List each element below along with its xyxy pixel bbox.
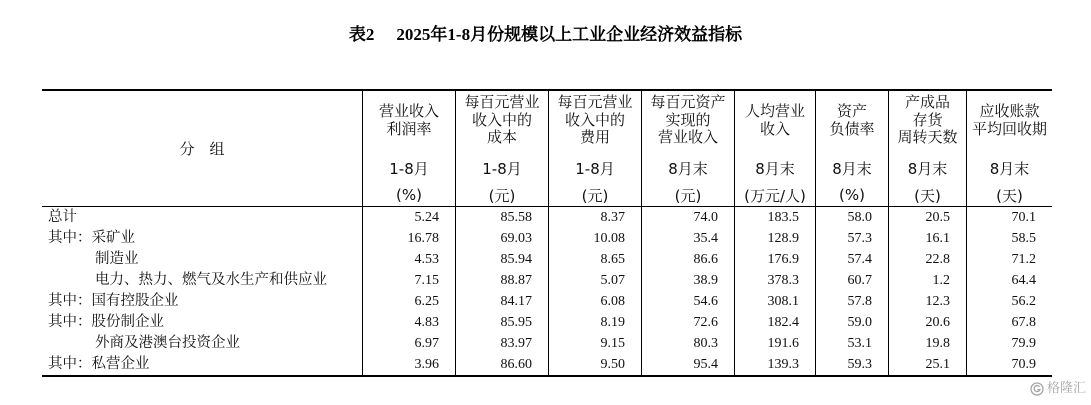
unit-finished-goods-turnover-days: (天) (888, 184, 966, 207)
value-cost-per-100-revenue: 69.03 (455, 228, 548, 249)
value-asset-liability-ratio: 53.1 (815, 333, 888, 354)
value-expense-per-100-revenue: 10.08 (548, 228, 641, 249)
header-line: 资产 (836, 102, 867, 120)
value-revenue-per-capita: 183.5 (734, 207, 815, 228)
unit-revenue-per-100-assets: (元) (641, 184, 734, 207)
value-receivables-collection-period: 56.2 (966, 291, 1052, 312)
table-title-text: 2025年1-8月份规模以上工业企业经济效益指标 (396, 25, 743, 44)
column-header-finished-goods-turnover-days (888, 91, 966, 152)
group-column-header: 分 组 (42, 91, 362, 207)
header-line: 实现的 (665, 110, 711, 129)
value-profit-margin: 3.96 (362, 354, 455, 375)
value-profit-margin: 5.24 (362, 207, 455, 228)
value-receivables-collection-period: 70.9 (966, 354, 1052, 375)
value-asset-liability-ratio: 58.0 (815, 207, 888, 228)
value-asset-liability-ratio: 57.4 (815, 249, 888, 270)
unit-revenue-per-capita: (万元/人) (734, 184, 815, 207)
column-header-receivables-collection-period (966, 91, 1052, 152)
value-finished-goods-turnover-days: 12.3 (888, 291, 966, 312)
header-line: 产成品 (904, 93, 950, 112)
column-header-revenue-per-capita (734, 91, 815, 152)
value-revenue-per-capita: 308.1 (734, 291, 815, 312)
header-line: 人均营业 (744, 102, 805, 120)
value-finished-goods-turnover-days: 16.1 (888, 228, 966, 249)
watermark-text: 格隆汇 (1047, 381, 1087, 396)
value-cost-per-100-revenue: 88.87 (455, 270, 548, 291)
value-expense-per-100-revenue: 8.19 (548, 312, 641, 333)
value-expense-per-100-revenue: 6.08 (548, 291, 641, 312)
value-profit-margin: 4.83 (362, 312, 455, 333)
value-revenue-per-100-assets: 80.3 (641, 333, 734, 354)
value-profit-margin: 7.15 (362, 270, 455, 291)
period-profit-margin: 1-8月 (362, 152, 455, 184)
header-line: 收入中的 (471, 110, 532, 129)
row-label: 制造业 (95, 251, 139, 267)
value-cost-per-100-revenue: 86.60 (455, 354, 548, 375)
value-asset-liability-ratio: 59.3 (815, 354, 888, 375)
row-label: 其中：私营企业 (48, 356, 150, 372)
value-expense-per-100-revenue: 8.37 (548, 207, 641, 228)
value-finished-goods-turnover-days: 25.1 (888, 354, 966, 375)
value-expense-per-100-revenue: 9.15 (548, 333, 641, 354)
period-revenue-per-100-assets: 8月末 (641, 152, 734, 184)
column-header-revenue-per-100-assets (641, 91, 734, 152)
header-line: 负债率 (829, 119, 875, 138)
unit-profit-margin: (%) (362, 184, 455, 207)
value-receivables-collection-period: 71.2 (966, 249, 1052, 270)
period-receivables-collection-period: 8月末 (966, 152, 1052, 184)
value-receivables-collection-period: 79.9 (966, 333, 1052, 354)
header-line: 营业收入 (378, 102, 439, 120)
value-profit-margin: 4.53 (362, 249, 455, 270)
period-expense-per-100-revenue: 1-8月 (548, 152, 641, 184)
unit-receivables-collection-period: (天) (966, 184, 1052, 207)
table-title (0, 24, 1091, 46)
value-asset-liability-ratio: 59.0 (815, 312, 888, 333)
value-finished-goods-turnover-days: 19.8 (888, 333, 966, 354)
header-line: 应收账款 (979, 102, 1040, 120)
value-revenue-per-capita: 378.3 (734, 270, 815, 291)
period-asset-liability-ratio: 8月末 (815, 152, 888, 184)
value-finished-goods-turnover-days: 20.6 (888, 312, 966, 333)
header-line: 收入 (759, 119, 790, 138)
period-revenue-per-capita: 8月末 (734, 152, 815, 184)
value-cost-per-100-revenue: 84.17 (455, 291, 548, 312)
column-header-profit-margin (362, 91, 455, 152)
header-line: 周转天数 (897, 128, 958, 147)
column-header-expense-per-100-revenue (548, 91, 641, 152)
value-finished-goods-turnover-days: 20.5 (888, 207, 966, 228)
header-line: 成本 (486, 128, 517, 147)
value-expense-per-100-revenue: 9.50 (548, 354, 641, 375)
value-profit-margin: 6.97 (362, 333, 455, 354)
period-cost-per-100-revenue: 1-8月 (455, 152, 548, 184)
value-revenue-per-100-assets: 72.6 (641, 312, 734, 333)
unit-asset-liability-ratio: (%) (815, 184, 888, 207)
period-finished-goods-turnover-days: 8月末 (888, 152, 966, 184)
value-profit-margin: 6.25 (362, 291, 455, 312)
value-revenue-per-100-assets: 38.9 (641, 270, 734, 291)
header-line: 平均回收期 (971, 119, 1047, 138)
header-line: 每百元资产 (650, 93, 726, 112)
header-line: 每百元营业 (557, 93, 633, 112)
value-cost-per-100-revenue: 83.97 (455, 333, 548, 354)
value-revenue-per-100-assets: 74.0 (641, 207, 734, 228)
row-label: 电力、热力、燃气及水生产和供应业 (95, 272, 327, 288)
value-receivables-collection-period: 58.5 (966, 228, 1052, 249)
value-receivables-collection-period: 67.8 (966, 312, 1052, 333)
value-finished-goods-turnover-days: 22.8 (888, 249, 966, 270)
header-line: 费用 (579, 128, 610, 147)
value-expense-per-100-revenue: 5.07 (548, 270, 641, 291)
value-asset-liability-ratio: 57.3 (815, 228, 888, 249)
value-cost-per-100-revenue: 85.95 (455, 312, 548, 333)
value-revenue-per-100-assets: 95.4 (641, 354, 734, 375)
header-line: 存货 (912, 110, 943, 129)
value-revenue-per-capita: 128.9 (734, 228, 815, 249)
value-cost-per-100-revenue: 85.58 (455, 207, 548, 228)
header-line: 利润率 (386, 119, 432, 138)
unit-expense-per-100-revenue: (元) (548, 184, 641, 207)
row-label: 其中：采矿业 (48, 230, 135, 246)
value-asset-liability-ratio: 57.8 (815, 291, 888, 312)
value-revenue-per-capita: 176.9 (734, 249, 815, 270)
column-header-asset-liability-ratio (815, 91, 888, 152)
row-label: 其中：国有控股企业 (48, 293, 179, 309)
header-line: 收入中的 (564, 110, 625, 129)
value-cost-per-100-revenue: 85.94 (455, 249, 548, 270)
value-revenue-per-100-assets: 86.6 (641, 249, 734, 270)
header-line: 营业收入 (657, 128, 718, 147)
row-label: 其中：股份制企业 (48, 314, 164, 330)
value-asset-liability-ratio: 60.7 (815, 270, 888, 291)
row-label: 总计 (48, 209, 77, 225)
header-line: 每百元营业 (464, 93, 540, 112)
value-revenue-per-capita: 139.3 (734, 354, 815, 375)
unit-cost-per-100-revenue: (元) (455, 184, 548, 207)
value-finished-goods-turnover-days: 1.2 (888, 270, 966, 291)
value-receivables-collection-period: 70.1 (966, 207, 1052, 228)
value-revenue-per-capita: 191.6 (734, 333, 815, 354)
gelonghui-logo-icon (1030, 382, 1044, 396)
value-revenue-per-capita: 182.4 (734, 312, 815, 333)
value-profit-margin: 16.78 (362, 228, 455, 249)
value-expense-per-100-revenue: 8.65 (548, 249, 641, 270)
value-receivables-collection-period: 64.4 (966, 270, 1052, 291)
row-label: 外商及港澳台投资企业 (95, 335, 240, 351)
watermark (1030, 381, 1086, 397)
column-header-cost-per-100-revenue (455, 91, 548, 152)
value-revenue-per-100-assets: 35.4 (641, 228, 734, 249)
value-revenue-per-100-assets: 54.6 (641, 291, 734, 312)
economic-indicators-table (42, 89, 1052, 377)
table-number: 表2 (348, 25, 375, 44)
